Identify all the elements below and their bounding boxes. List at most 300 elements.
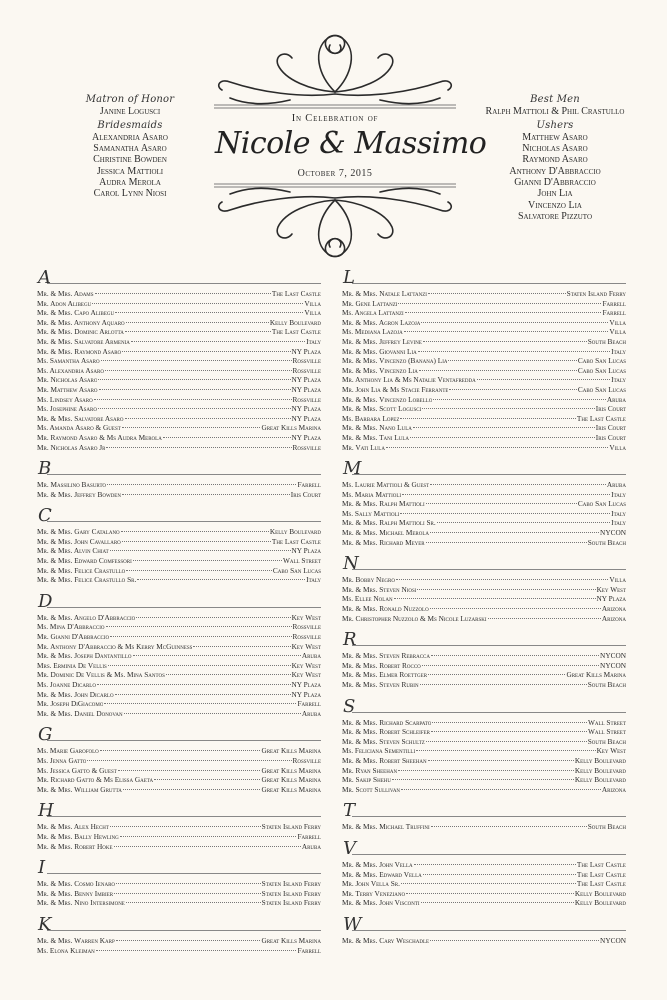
table-name: Key West: [291, 670, 321, 680]
table-name: NY Plaza: [291, 404, 321, 414]
dot-leader: [94, 399, 292, 400]
table-name: NY Plaza: [291, 375, 321, 385]
guest-entry: [342, 756, 626, 766]
dot-leader: [423, 341, 587, 342]
guest-entry: [37, 356, 321, 366]
guest-entry: [37, 746, 321, 756]
table-name: Farrell: [602, 308, 626, 318]
guest-entry: [37, 414, 321, 424]
letter-group-i: [37, 857, 321, 908]
guest-entry: [37, 337, 321, 347]
guest-entry: [37, 443, 321, 453]
guest-name: Mr. & Mrs. Adams: [37, 289, 94, 298]
table-name: Arizona: [601, 613, 626, 623]
guest-name: Mr. & Mrs. Anthony Aquaro: [37, 317, 125, 327]
guest-name: Mrs. Erminia De Vellis: [37, 660, 107, 670]
initial-letter: G: [38, 724, 53, 746]
guest-entry: [342, 604, 626, 614]
divider: [352, 474, 626, 475]
dot-leader: [126, 322, 269, 323]
table-name: The Last Castle: [271, 536, 321, 546]
guest-name: Mr. & Mrs. Tani Lula: [342, 432, 409, 442]
guest-entry: [342, 651, 626, 661]
guest-entry: [342, 443, 626, 453]
table-name: Farrell: [602, 298, 626, 308]
table-name: Iris Court: [595, 432, 626, 442]
letter-heading: [37, 857, 321, 879]
initial-letter: B: [38, 458, 52, 480]
table-name: Rossville: [292, 632, 321, 642]
party-member-name: Salvatore Pizzuto: [517, 210, 593, 222]
guest-name: Mr. Sakip Shehu: [342, 775, 391, 785]
matron-of-honor-title: Matron of Honor: [85, 94, 175, 105]
guest-name: Mr. & Mrs. Michael Merola: [342, 528, 430, 538]
guest-entry: [37, 889, 321, 899]
table-name: Villa: [609, 575, 626, 585]
guest-name: Mr. Raymond Asaro & Ms Audra Merola: [37, 432, 162, 442]
guest-name: Ms. Mina D'Abbraccio: [37, 622, 105, 632]
divider: [352, 816, 626, 817]
guest-name: Ms. Elona Kleiman: [37, 945, 95, 955]
dot-leader: [166, 674, 291, 675]
letter-group-c: [37, 505, 321, 585]
dot-leader: [87, 760, 291, 761]
guest-name: Mr. & Mrs. Steven Rebracca: [342, 651, 430, 661]
guest-name: Mr. Massilino Basurto: [37, 480, 107, 490]
table-name: Wall Street: [587, 717, 626, 727]
guest-name: Ms. Sally Mattioli: [342, 508, 400, 518]
guest-entry: [37, 756, 321, 766]
party-member-name: Raymond Asaro: [522, 154, 588, 166]
guest-name: Ms. Marie Garofolo: [37, 746, 99, 756]
guest-name: Mr. & Mrs. Felice Crastullo: [37, 565, 126, 575]
guest-name: Mr. & Mrs. Raymond Asaro: [37, 346, 122, 356]
guest-name: Mr. & Mrs. Giovanni Lia: [342, 346, 417, 356]
guest-name: Mr. Ryan Sheehan: [342, 765, 398, 775]
guest-entry: [37, 385, 321, 395]
guest-entry: [37, 842, 321, 852]
dot-leader: [101, 360, 292, 361]
guest-entry: [342, 785, 626, 795]
guest-entry: [37, 327, 321, 337]
letter-heading: [342, 267, 626, 289]
table-name: Arizona: [601, 604, 626, 614]
divider: [47, 521, 321, 522]
table-name: NY Plaza: [291, 413, 321, 423]
table-name: Kelly Boulevard: [269, 527, 321, 537]
party-member-name: Nicholas Asaro: [522, 143, 588, 155]
divider: [47, 474, 321, 475]
guest-name: Mr. & Mrs. Vincenzo Lia: [342, 365, 418, 375]
table-name: The Last Castle: [271, 327, 321, 337]
party-member-name: Vincenzo Lia: [528, 199, 582, 211]
dot-leader: [114, 893, 261, 894]
dot-leader: [125, 418, 291, 419]
table-name: NY Plaza: [291, 680, 321, 689]
guest-entry: [342, 879, 626, 889]
table-name: Rossville: [292, 755, 321, 765]
guest-name: Mr. & Mrs. Robert Sheehan: [342, 755, 427, 765]
party-member-name: Janine Logusci: [99, 106, 161, 118]
table-name: Aruba: [606, 394, 626, 404]
table-name: NY Plaza: [291, 689, 321, 699]
guest-entry: [342, 614, 626, 624]
table-name: Italy: [611, 375, 626, 385]
party-member-name: Anthony D'Abbraccio: [509, 165, 601, 177]
guest-entry: [342, 870, 626, 880]
guest-name: Mr. & Mrs. Nano Lula: [342, 423, 412, 433]
party-member-name: Alexandria Asaro: [92, 131, 168, 143]
table-name: Great Kills Marina: [261, 765, 321, 775]
celebration-text: In Celebration of: [291, 113, 379, 124]
divider: [47, 740, 321, 741]
table-name: Villa: [304, 298, 321, 308]
guest-entry: [342, 490, 626, 500]
dot-leader: [122, 351, 290, 352]
guest-name: Mr. & Mrs. Capo Alibegu: [37, 308, 115, 318]
best-men-title: Best Men: [530, 94, 580, 105]
table-name: Staten Island Ferry: [261, 898, 321, 908]
guest-entry: [37, 404, 321, 414]
table-name: Italy: [611, 508, 626, 518]
guest-name: Mr. & Mrs. Alvin Chiat: [37, 546, 109, 556]
letter-heading: [342, 553, 626, 575]
guest-entry: [342, 860, 626, 870]
dot-leader: [123, 789, 261, 790]
guest-name: Mr. & Mrs. Richard Scarpato: [342, 717, 432, 727]
guest-entry: [342, 423, 626, 433]
letter-group-t: [342, 800, 626, 832]
guest-name: Mr. Gene Lattanzi: [342, 298, 398, 308]
dot-leader: [115, 312, 303, 313]
dot-leader: [106, 447, 291, 448]
guest-entry: [342, 727, 626, 737]
guest-name: Ms. Barbara Lopez: [342, 413, 400, 423]
dot-leader: [400, 418, 575, 419]
guest-entry: [342, 395, 626, 405]
guest-name: Mr. & Mrs. Angelo D'Abbraccio: [37, 612, 136, 622]
guest-name: Mr. & Mrs. Robert Rocco: [342, 660, 421, 670]
dot-leader: [122, 427, 261, 428]
guest-entry: [37, 680, 321, 690]
guest-entry: [342, 518, 626, 528]
guest-name: Mr. Joseph DiGiacomo: [37, 699, 104, 709]
guest-entry: [37, 632, 321, 642]
dot-leader: [137, 579, 305, 580]
guest-name: Ms. Angela Lattanzi: [342, 308, 404, 318]
table-name: Aruba: [301, 708, 321, 718]
guest-name: Mr. John Lia & Ms Stacie Ferrante: [342, 384, 449, 394]
table-name: South Beach: [587, 680, 626, 689]
guest-name: Mr. & Mrs. Steven Niosi: [342, 584, 417, 594]
guest-name: Mr. & Mrs. Richard Meyer: [342, 537, 425, 547]
dot-leader: [398, 303, 601, 304]
table-name: Aruba: [606, 480, 626, 490]
guest-entry: [342, 594, 626, 604]
guest-entry: [37, 661, 321, 671]
dot-leader: [99, 389, 291, 390]
table-name: NYCON: [600, 935, 626, 945]
table-name: Staten Island Ferry: [261, 888, 321, 898]
guest-entry: [342, 898, 626, 908]
guest-entry: [342, 337, 626, 347]
guest-entry: [342, 327, 626, 337]
dot-leader: [449, 389, 576, 390]
divider: [47, 607, 321, 608]
guest-name: Ms. Mediana Lazoja: [342, 327, 403, 337]
dot-leader: [131, 341, 305, 342]
table-name: Key West: [596, 746, 626, 756]
table-name: Rossville: [292, 356, 321, 366]
guest-entry: [37, 699, 321, 709]
letter-group-v: [342, 837, 626, 908]
guest-name: Mr. & Mrs. Vincenzo Lobello: [342, 394, 433, 404]
initial-letter: L: [343, 267, 355, 288]
guest-entry: [37, 490, 321, 500]
guest-name: Mr. & Mrs. John Cavallaro: [37, 536, 121, 546]
guest-entry: [37, 366, 321, 376]
guest-name: Ms. Jenna Gatto: [37, 755, 87, 765]
divider: [352, 283, 626, 284]
guest-name: Mr. & Mrs. Benny Imbier: [37, 888, 114, 898]
initial-letter: C: [38, 505, 52, 527]
guest-name: Mr. Nicholas Asaro: [37, 375, 98, 385]
guest-entry: [37, 537, 321, 547]
guest-entry: [342, 499, 626, 509]
dot-leader: [402, 494, 610, 495]
guest-name: Mr. & Mrs. Gary Catalano: [37, 527, 120, 537]
table-name: Arizona: [601, 784, 626, 794]
table-name: NY Plaza: [291, 346, 321, 356]
table-name: NYCON: [600, 528, 626, 538]
table-name: NY Plaza: [596, 594, 626, 604]
table-name: Rossville: [292, 442, 321, 452]
dot-leader: [110, 636, 291, 637]
letter-group-r: [342, 629, 626, 689]
guest-entry: [342, 718, 626, 728]
table-name: South Beach: [587, 537, 626, 547]
table-name: Cabo San Lucas: [577, 365, 626, 375]
guest-entry: [37, 936, 321, 946]
initial-letter: S: [343, 695, 356, 717]
guest-entry: [37, 375, 321, 385]
wedding-date: October 7, 2015: [297, 168, 373, 179]
table-name: Cabo San Lucas: [577, 499, 626, 509]
guest-name: Mr. & Mrs. Ralph Mattioli: [342, 499, 425, 509]
guest-name: Mr. & Mrs. William Grutta: [37, 784, 122, 794]
dot-leader: [104, 703, 296, 704]
table-name: Farrell: [297, 945, 321, 955]
guest-name: Mr. & Mrs. Alex Hecht: [37, 822, 109, 832]
dot-leader: [430, 608, 601, 609]
table-name: Iris Court: [290, 489, 321, 499]
table-name: Key West: [596, 584, 626, 594]
table-name: South Beach: [587, 822, 626, 832]
letter-group-g: [37, 724, 321, 794]
guest-entry: [37, 527, 321, 537]
seating-column-left: [37, 267, 321, 964]
guest-name: Mr. & Mrs. Ronald Nuzzolo: [342, 604, 429, 614]
table-name: Key West: [291, 660, 321, 670]
couple-names: Nicole & Massimo: [215, 126, 487, 161]
guest-entry: [342, 404, 626, 414]
guest-name: Mr. Bobby Negro: [342, 575, 395, 585]
dot-leader: [100, 750, 261, 751]
dot-leader: [121, 531, 269, 532]
guest-name: Mr. Gianni D'Abbraccio: [37, 632, 110, 642]
guest-name: Mr. & Mrs. John Vella: [342, 859, 413, 869]
dot-leader: [126, 570, 272, 571]
table-name: Iris Court: [595, 404, 626, 414]
guest-entry: [342, 347, 626, 357]
guest-entry: [37, 832, 321, 842]
letter-heading: [342, 695, 626, 718]
table-name: Key West: [291, 641, 321, 651]
guest-name: Mr. & Mrs. Nino Intersimone: [37, 898, 125, 908]
guest-name: Mr. & Mrs. Steven Schultz: [342, 736, 425, 746]
guest-entry: [342, 746, 626, 756]
guest-entry: [342, 822, 626, 832]
guest-name: Mr. Adon Alibegu: [37, 298, 92, 308]
letter-heading: [342, 913, 626, 936]
table-name: The Last Castle: [576, 413, 626, 423]
divider: [47, 283, 321, 284]
table-name: Cabo San Lucas: [272, 565, 321, 575]
dot-leader: [108, 665, 291, 666]
dot-leader: [417, 589, 595, 590]
guest-name: Mr. & Mrs. Jeffrey Levine: [342, 336, 422, 346]
table-name: Wall Street: [282, 556, 321, 566]
guest-entry: [37, 822, 321, 832]
guest-entry: [342, 737, 626, 747]
guest-entry: [342, 356, 626, 366]
table-name: Great Kills Marina: [261, 935, 321, 945]
divider: [352, 569, 626, 570]
dot-leader: [154, 779, 260, 780]
seating-column-right: [342, 267, 626, 955]
dot-leader: [124, 713, 301, 714]
initial-letter: T: [343, 800, 356, 822]
dot-leader: [126, 902, 261, 903]
dot-leader: [420, 684, 587, 685]
dot-leader: [426, 542, 587, 543]
guest-name: Mr. Vati Lula: [342, 442, 385, 452]
guest-name: Mr. Terry Veneziano: [342, 888, 406, 898]
dot-leader: [421, 902, 574, 903]
dot-leader: [421, 322, 608, 323]
dot-leader: [106, 626, 292, 627]
guest-name: Mr. Christopher Nuzzolo & Ms Nicole Luzarski: [342, 613, 487, 623]
dot-leader: [410, 437, 595, 438]
dot-leader: [133, 560, 282, 561]
guest-name: Mr. & Mrs. Robert Hoke: [37, 841, 113, 851]
guest-name: Mr. Matthew Asaro: [37, 384, 98, 394]
letter-group-k: [37, 913, 321, 955]
guest-name: Mr. & Mrs. Cary Weschadle: [342, 935, 430, 945]
guest-entry: [342, 585, 626, 595]
guest-name: Mr. & Mrs. Dominic Arlotta: [37, 327, 124, 337]
guest-name: Mr. & Mrs. Natale Lattanzi: [342, 289, 427, 298]
guest-name: Mr. & Mrs. John Visconti: [342, 898, 420, 908]
guest-entry: [37, 556, 321, 566]
guest-name: Ms. Ellee Nolan: [342, 594, 393, 604]
letter-heading: [342, 629, 626, 651]
ushers-names: [470, 132, 640, 222]
guest-entry: [37, 709, 321, 719]
guest-entry: [342, 480, 626, 490]
letter-heading: [37, 590, 321, 613]
table-name: Staten Island Ferry: [261, 879, 321, 889]
guest-entry: [342, 680, 626, 690]
guest-entry: [342, 766, 626, 776]
table-name: The Last Castle: [271, 289, 321, 298]
guest-entry: [342, 509, 626, 519]
guest-name: Mr. Richard Gatto & Ms Elissa Gaeta: [37, 775, 154, 785]
dot-leader: [431, 655, 599, 656]
guest-entry: [342, 575, 626, 585]
table-name: Staten Island Ferry: [261, 822, 321, 832]
guest-name: Mr. & Mrs. Salvatore Armenia: [37, 336, 130, 346]
letter-group-s: [342, 695, 626, 795]
table-name: Italy: [306, 575, 321, 585]
dot-leader: [118, 770, 261, 771]
table-name: Italy: [611, 518, 626, 528]
table-name: NY Plaza: [291, 546, 321, 556]
dot-leader: [95, 293, 271, 294]
letter-group-m: [342, 458, 626, 547]
table-name: Kelly Boulevard: [269, 317, 321, 327]
divider: [352, 930, 626, 931]
best-men-names: [470, 106, 640, 117]
guest-name: Ms. Maria Mattioli: [342, 489, 402, 499]
guest-name: Mr. & Mrs. Edward Comfessori: [37, 556, 132, 566]
party-member-name: John Lia: [537, 188, 573, 200]
guest-entry: [37, 946, 321, 956]
dot-leader: [404, 331, 609, 332]
table-name: Aruba: [301, 651, 321, 661]
dot-leader: [398, 770, 574, 771]
guest-name: Ms. Josephine Asaro: [37, 404, 97, 414]
guest-name: Mr. Dominic De Vellis & Ms. Mina Santos: [37, 670, 165, 680]
divider: [47, 873, 321, 874]
dot-leader: [96, 950, 297, 951]
table-name: Rossville: [292, 394, 321, 404]
guest-entry: [37, 775, 321, 785]
party-member-name: Jessica Mattioli: [96, 165, 164, 177]
table-name: Kelly Boulevard: [574, 765, 626, 775]
dot-leader: [401, 789, 601, 790]
dot-leader: [92, 303, 303, 304]
initial-letter: D: [38, 590, 53, 612]
guest-name: Mr. & Mrs. Felice Crastullo Sr.: [37, 575, 137, 585]
guest-entry: [342, 528, 626, 538]
table-name: Italy: [306, 336, 321, 346]
guest-entry: [37, 546, 321, 556]
dot-leader: [110, 550, 291, 551]
table-name: Great Kills Marina: [261, 423, 321, 433]
guest-entry: [342, 889, 626, 899]
table-name: The Last Castle: [576, 879, 626, 889]
guest-name: Ms. Feliciana Sementilli: [342, 746, 416, 756]
dot-leader: [448, 360, 576, 361]
guest-entry: [342, 661, 626, 671]
dot-leader: [414, 864, 576, 865]
table-name: Villa: [609, 327, 626, 337]
dot-leader: [423, 874, 576, 875]
divider: [352, 854, 626, 855]
guest-entry: [37, 480, 321, 490]
dot-leader: [120, 836, 297, 837]
